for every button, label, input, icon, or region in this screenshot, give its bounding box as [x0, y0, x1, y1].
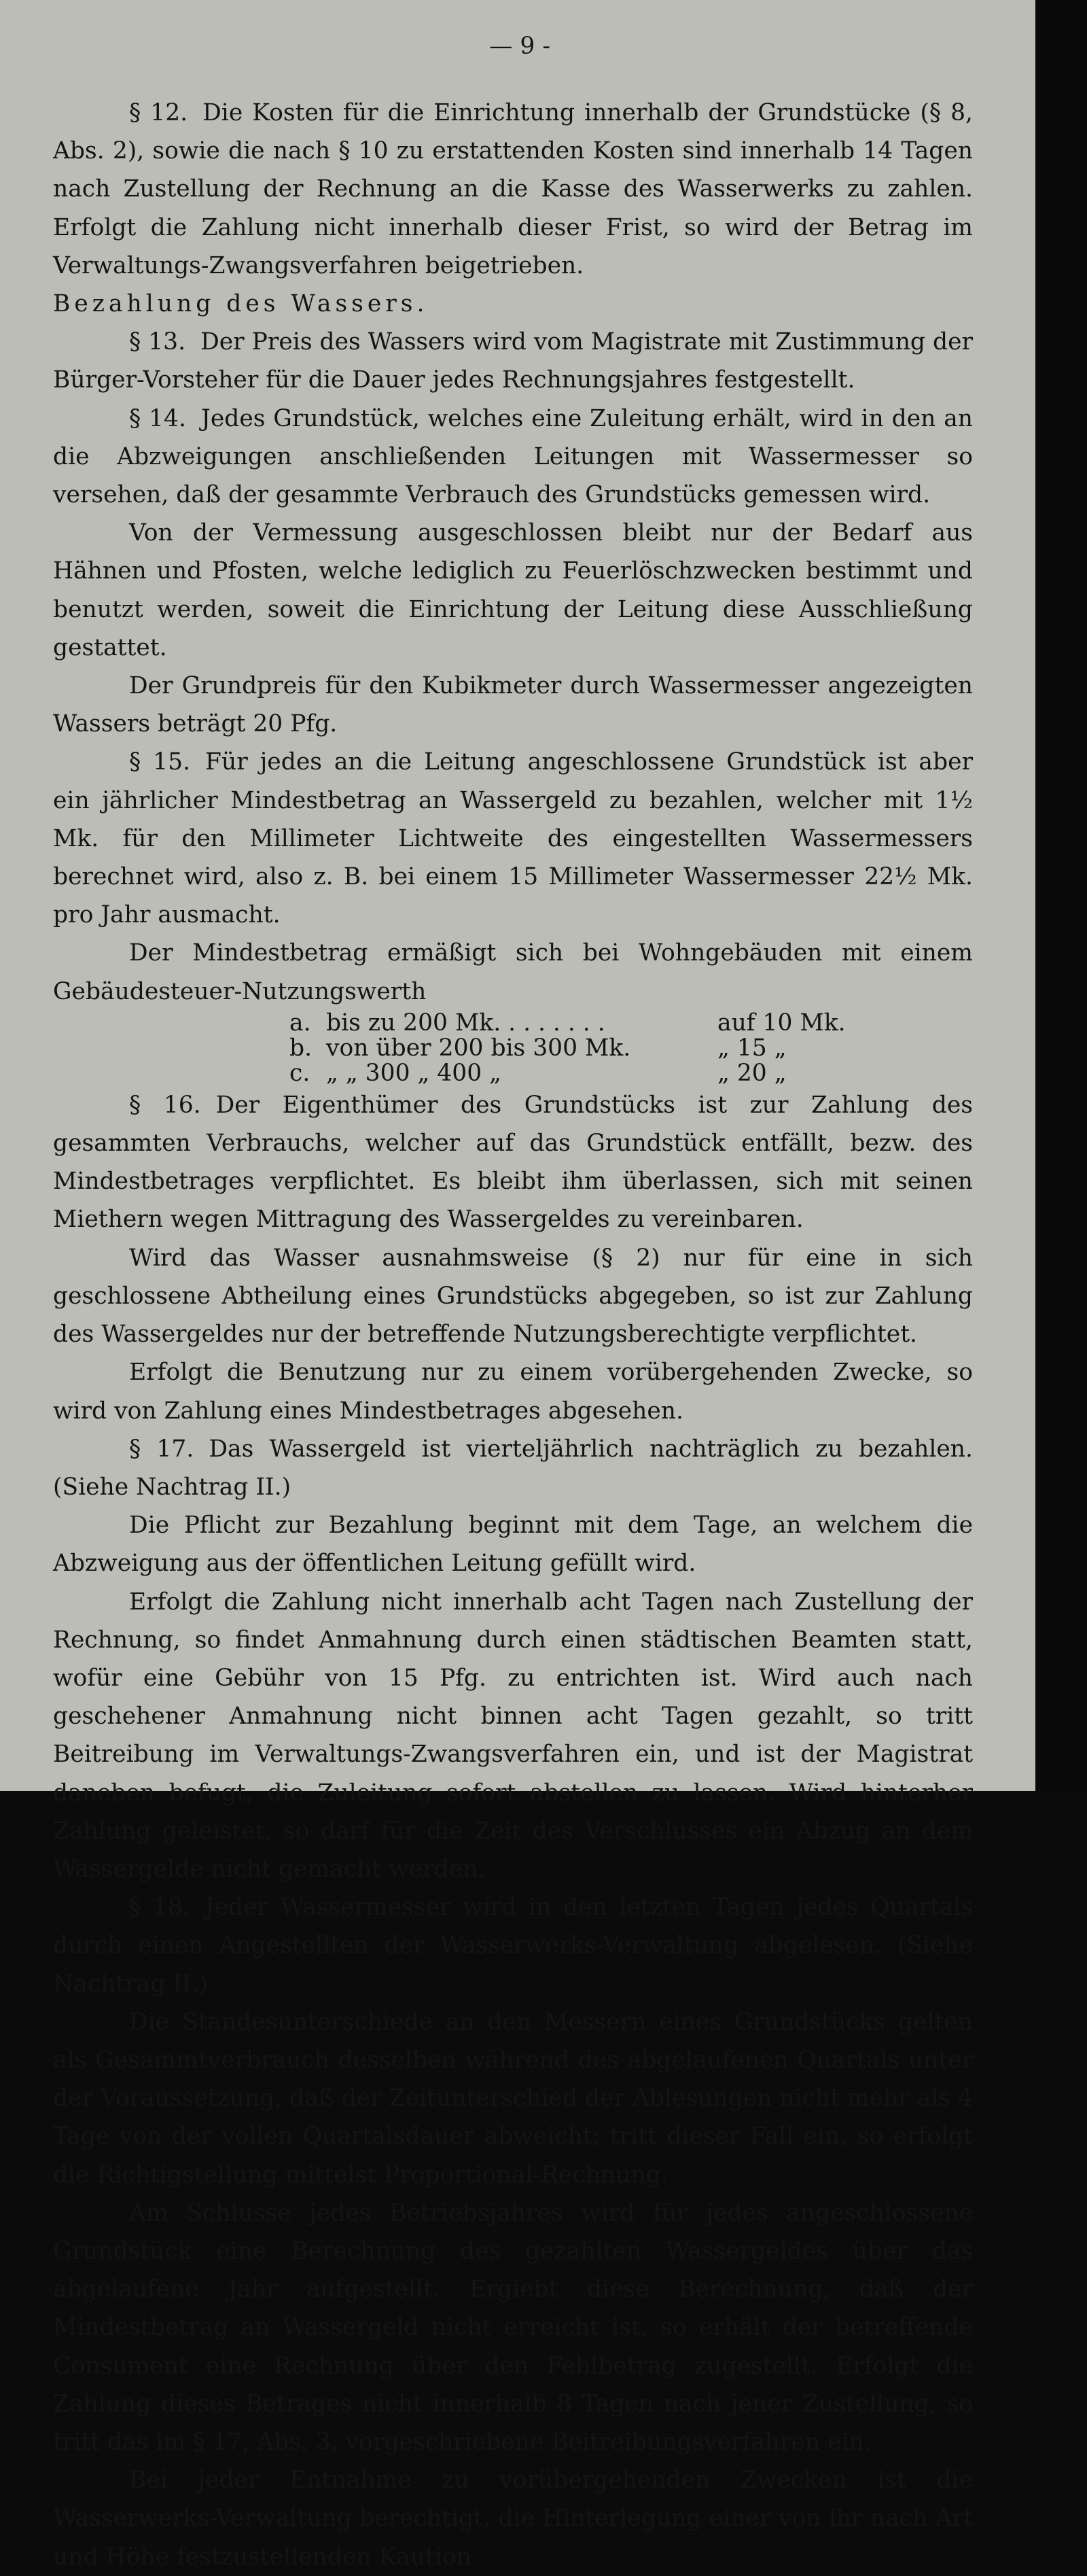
- reduction-scale-table: [289, 1011, 853, 1086]
- paragraph-text: Für jedes an die Leitung angeschlossene Grundstück ist aber ein jährlicher Mindestbetrag an Wassergeld zu bezahlen, welcher mit 1½ Mk. für den Millimeter Lichtweite des eingestellten Wassermessers berechnet wird, also z. B. bei einem 15 Millimeter Wassermesser 22½ Mk. pro Jahr ausmacht.: [53, 748, 973, 929]
- section-number: § 18.: [129, 1894, 190, 1921]
- paragraph: [53, 323, 973, 399]
- paragraph: [53, 1430, 973, 1506]
- row-label: a.: [289, 1009, 311, 1037]
- section-number: § 14.: [129, 404, 186, 432]
- paragraph: [53, 2003, 973, 2194]
- paragraph-text: Am Schlusse jedes Betriebsjahres wird für jedes angeschlossene Grundstück eine Berechnung des gezahlten Wassergeldes über das abgelaufene Jahr aufgestellt. Ergiebt diese Berechnung, daß der Mindestbetrag an Wassergeld nicht erreicht ist, so erhält der betreffende Consument eine Rechnung über den Fehlbetrag zugestellt. Erfolgt die Zahlung dieses Betrages nicht innerhalb 8 Tagen nach jener Zustellung, so tritt das im § 17, Abs. 3, vorgeschriebene Beitreibungsverfahren ein.: [53, 2199, 973, 2456]
- paragraph: [53, 667, 973, 743]
- paragraph-text: Das Wassergeld ist vierteljährlich nachträglich zu bezahlen. (Siehe Nachtrag II.): [53, 1435, 973, 1501]
- value-range: von über 200 bis 300 Mk.: [326, 1034, 631, 1062]
- paragraph-text: Der Eigenthümer des Grundstücks ist zur Zahlung des gesammten Verbrauchs, welcher auf das Grundstück entfällt, bezw. des Mindestbetrages verpflichtet. Es bleibt ihm überlassen, sich mit seinen Miethern wegen Mittragung des Wassergeldes zu vereinbaren.: [53, 1091, 973, 1234]
- paragraph-text: Wird das Wasser ausnahmsweise (§ 2) nur für eine in sich geschlossene Abtheilung eines Grundstücks abgegeben, so ist zur Zahlung des Wassergeldes nur der betreffende Nutzungsberechtigte verpflichtet.: [53, 1244, 973, 1348]
- paragraph-text: Die Pflicht zur Bezahlung beginnt mit dem Tage, an welchem die Abzweigung aus der öffentlichen Leitung gefüllt wird.: [53, 1512, 973, 1578]
- paragraph: [53, 1506, 973, 1582]
- paragraph: [53, 1086, 973, 1239]
- section-number: § 16.: [129, 1091, 201, 1119]
- reduced-amount: „ 15 „: [717, 1034, 787, 1062]
- table-row: [289, 1011, 853, 1036]
- paragraph: [53, 934, 973, 1010]
- paragraph-text: Jedes Grundstück, welches eine Zuleitung erhält, wird in den an die Abzweigungen anschließenden Leitungen mit Wassermesser so versehen, daß der gesammte Verbrauch des Grundstücks gemessen wird.: [53, 404, 973, 509]
- paragraph-text: Von der Vermessung ausgeschlossen bleibt nur der Bedarf aus Hähnen und Pfosten, welche lediglich zu Feuerlöschzwecken bestimmt und benutzt werden, soweit die Einrichtung der Leitung diese Ausschließung gestattet.: [53, 519, 973, 661]
- document-body: [53, 94, 973, 2576]
- paragraph: [53, 743, 973, 934]
- paragraph-text: Die Standesunterschiede an den Messern eines Grundstücks gelten als Gesammtverbrauch desselben während des abgelaufenen Quartals unter der Voraussetzung, daß der Zeitunterschied der Ablesungen nicht mehr als 4 Tage von der vollen Quartalsdauer abweicht; tritt dieser Fall ein, so erfolgt die Richtigstellung mittelst Proportional-Rechnung.: [53, 2008, 973, 2189]
- paragraph: [53, 1353, 973, 1429]
- table-row: [289, 1036, 853, 1061]
- paragraph-text: Der Preis des Wassers wird vom Magistrate mit Zustimmung der Bürger-Vorsteher für die Dauer jedes Rechnungsjahres festgestellt.: [53, 328, 973, 394]
- scan-dark-edge: [1035, 0, 1087, 1791]
- section-number: § 13.: [129, 328, 186, 356]
- paragraph: [53, 94, 973, 285]
- paragraph: [53, 1583, 973, 1889]
- row-label: b.: [289, 1034, 313, 1062]
- paragraph: [53, 2461, 973, 2576]
- value-range: bis zu 200 Mk. . . . . . . .: [326, 1009, 605, 1037]
- paragraph-text: Erfolgt die Benutzung nur zu einem vorübergehenden Zwecke, so wird von Zahlung eines Mindestbetrages abgesehen.: [53, 1359, 973, 1425]
- section-number: § 17.: [129, 1435, 194, 1463]
- section-heading: Bezahlung des Wassers.: [53, 290, 429, 318]
- value-range: „ „ 300 „ 400 „: [326, 1059, 502, 1087]
- reduced-amount: „ 20 „: [717, 1059, 787, 1087]
- paragraph-text: Bei jeder Entnahme zu vorübergehenden Zwecken ist die Wasserwerks-Verwaltung berechtigt, die Hinterlegung einer von ihr nach Art und Höhe festzustellenden Kaution: [53, 2467, 973, 2571]
- row-label: c.: [289, 1059, 310, 1087]
- paragraph-text: Erfolgt die Zahlung nicht innerhalb acht Tagen nach Zustellung der Rechnung, so findet Anmahnung durch einen städtischen Beamten statt, wofür eine Gebühr von 15 Pfg. zu entrichten ist. Wird auch nach geschehener Anmahnung nicht binnen acht Tagen gezahlt, so tritt Beitreibung im Verwaltungs-Zwangsverfahren ein, und ist der Magistrat daneben befugt, die Zuleitung sofort abstellen zu lassen. Wird hinterher Zahlung geleistet, so darf für die Zeit des Verschlusses ein Abzug an dem Wassergelde nicht gemacht werden.: [53, 1588, 973, 1883]
- paragraph: [53, 2194, 973, 2461]
- paragraph-text: Die Kosten für die Einrichtung innerhalb der Grundstücke (§ 8, Abs. 2), sowie die nach § 10 zu erstattenden Kosten sind innerhalb 14 Tagen nach Zustellung der Rechnung an die Kasse des Wasserwerks zu zahlen. Erfolgt die Zahlung nicht innerhalb dieser Frist, so wird der Betrag im Verwaltungs-Zwangsverfahren beigetrieben.: [53, 99, 973, 279]
- paragraph: [53, 514, 973, 667]
- paragraph: [53, 400, 973, 515]
- section-number: § 15.: [129, 748, 191, 776]
- table-row: [289, 1061, 853, 1086]
- paragraph-text: Der Mindestbetrag ermäßigt sich bei Wohngebäuden mit einem Gebäudesteuer-Nutzungswerth: [53, 939, 973, 1005]
- paragraph-text: Der Grundpreis für den Kubikmeter durch Wassermesser angezeigten Wassers beträgt 20 Pfg.: [53, 672, 973, 738]
- paragraph: [53, 1888, 973, 2003]
- reduced-amount: auf 10 Mk.: [717, 1009, 846, 1037]
- section-number: § 12.: [129, 99, 188, 126]
- page-number: — 9 -: [488, 33, 551, 60]
- paragraph: [53, 1239, 973, 1354]
- paragraph-text: Jeder Wassermesser wird in den letzten Tagen jedes Quartals durch einen Angestellten der Wasserwerks-Verwaltung abgelesen. (Siehe Nachtrag II.): [53, 1894, 973, 1998]
